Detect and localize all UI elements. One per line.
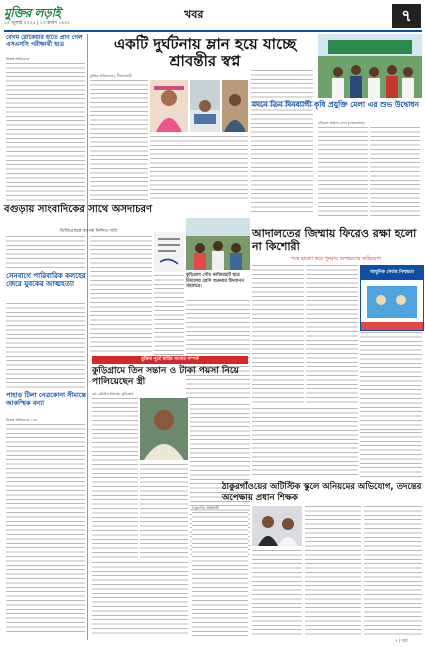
left-1-byline: নিজস্ব প্রতিবেদক [6, 57, 30, 61]
lead-photo-hospital [190, 80, 220, 132]
photo-caption: কুড়িগ্রাম পৌর কাজিরহাট ছাত্র বিদ্যালয় শ্রেণি শুক্রবার উদযাপন সহকারে। [186, 273, 245, 289]
school-body-col-1 [192, 512, 248, 636]
page-number: ৭ [401, 6, 412, 25]
school-headline: ঠাকুরগাঁওয়ের অটিস্টিক স্কুলে অনিয়মের অভিযোগ, তদন্তের অপেক্ষায় প্রধান শিক্ষক [222, 482, 422, 503]
masthead-rule [4, 30, 422, 32]
ad-text: আধুনিক সেবার নিশ্চয়তা [370, 270, 414, 275]
kurigram-body-col-1 [92, 398, 138, 558]
advertisement [360, 265, 424, 331]
right-lower-body [360, 432, 422, 478]
left-3-headline: সেনবাগে পারিবারিক কলহের জেরে যুবকের আত্মহত্যা [6, 272, 86, 288]
sign-document-photo [154, 232, 184, 272]
footer-note: ৭ | পৃষ্ঠা [395, 638, 408, 643]
newspaper-logo: মুক্তির লড়াই [4, 6, 61, 20]
masthead [4, 4, 422, 31]
lead-body-col-1 [90, 80, 148, 200]
left-column-divider [87, 34, 88, 640]
mela-headline: মদনে তিন দিনব্যাপী কৃষি প্রযুক্তি মেলা এর শুভ উদ্বোধন [252, 100, 419, 109]
mela-byline: মনিরুল আমান, মদন (নেত্রকোনা) [318, 121, 365, 125]
kurigram-kicker-text: মুক্তির পূর্বে স্বামীর সংসার সম্পর্ক [141, 357, 199, 362]
left-4-body [6, 424, 85, 634]
left-2-right-body [90, 236, 152, 354]
section-label: খবর [184, 8, 204, 21]
lead-headline: একটি দুর্ঘটনায় ম্লান হয়ে যাচ্ছে শ্রাবন্তীর স্বপ্ন [113, 35, 297, 70]
kurigram-headline: কুড়িগ্রামে তিন সন্তান ও টাকা পয়সা নিয়ে পালিয়েছেন স্ত্রী [92, 366, 239, 387]
kishori-body-col-2 [306, 265, 358, 405]
left-1-body [6, 63, 85, 203]
page-number-box [392, 4, 421, 28]
school-byline: ঠাকুরগাঁও প্রতিনিধি [192, 506, 219, 510]
right-column-body [360, 332, 422, 430]
mela-body-col-1 [318, 127, 368, 219]
date-line: ১৫ জুলাই ২০২৫ | ২৩ শ্রাবণ ১৪৩২ [4, 21, 71, 26]
kishori-body-col-1 [252, 265, 304, 405]
kishori-headline: আদালতের জিম্মায় ফিরেও রক্ষা হলো না কিশোরী [252, 227, 417, 253]
middle-body-1 [154, 275, 184, 355]
school-body-col-2 [252, 550, 302, 636]
kishori-sub: পথে হামলা করে পুনরায় অপহরণের অভিযোগ [290, 256, 382, 262]
kurigram-body-col-2 [140, 464, 188, 558]
kurigram-kicker [92, 356, 248, 364]
left-4-byline: নিজস্ব প্রতিবেদক ১৫৮ [6, 418, 38, 422]
lead-body-col-2 [150, 136, 248, 200]
lead-photo-girl [150, 80, 188, 132]
school-body-col-3 [305, 506, 361, 636]
kurigram-school-photo [186, 218, 250, 270]
kurigram-byline: মো. রবিউল ইসলাম, কুড়িগ্রাম [92, 392, 134, 396]
mela-body-col-2 [370, 127, 420, 219]
lead-photo-family [222, 80, 248, 132]
left-2-body [6, 236, 85, 270]
left-2-sub: ডিজিএফকে ব্যাপক নিন্দিত দাবি [60, 229, 117, 234]
school-teacher-photo [252, 506, 302, 546]
left-1-headline: বেগম রোকেয়ার হাতে প্রাণ গেল এসএসসি পরীক্ষার্থী ছাত্র [6, 34, 83, 48]
mela-photo [318, 34, 422, 98]
left-2-headline: বগুড়ায় সাংবাদিকের সাথে অসদাচরণ [4, 204, 153, 215]
lead-byline: মুক্তির প্রতিবেদক | নীলফামারী [90, 74, 132, 78]
left-3-body [6, 303, 85, 389]
school-body-col-4 [364, 506, 422, 636]
kurigram-man-photo [140, 398, 188, 460]
kishori-body-col-3 [252, 408, 358, 478]
lead-body-col-3 [251, 70, 313, 212]
left-4-headline: পাহাড় টিলা নেত্রকোনা সীমান্তে আকস্মিক বন্যা [6, 391, 86, 407]
kurigram-body-lower [92, 562, 188, 636]
